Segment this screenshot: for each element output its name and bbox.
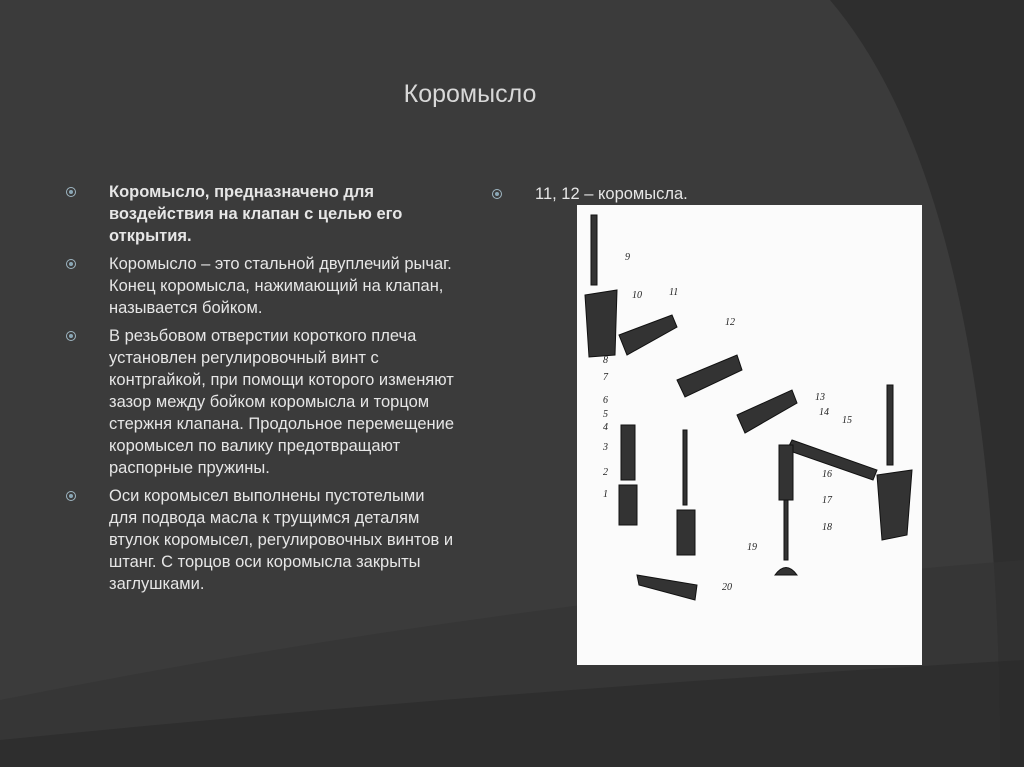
pushrod-shape: [591, 215, 597, 285]
part-label-8: 8: [603, 355, 608, 366]
bullet-item: [66, 253, 456, 319]
exploded-parts-drawing: [577, 205, 922, 665]
part-label-4: 4: [603, 422, 608, 433]
bullet-icon: [66, 187, 76, 197]
bullet-icon: [66, 491, 76, 501]
valve-head-shape: [775, 568, 797, 576]
left-bullet-list: [66, 181, 456, 601]
bullet-text: Коромысло, предназначено для воздействия на клапан с целью его открытия.: [109, 183, 403, 245]
part-label-20: 20: [722, 582, 732, 593]
part-label-17: 17: [822, 495, 832, 506]
part-label-10: 10: [632, 290, 642, 301]
part-label-7: 7: [603, 372, 608, 383]
pushrod-shape: [887, 385, 893, 465]
plate-shape: [637, 575, 697, 600]
part-label-14: 14: [819, 407, 829, 418]
spring-shape: [779, 445, 793, 500]
bullet-item: [66, 325, 456, 479]
rocker-arm-diagram: [577, 205, 922, 665]
bullet-text: 11, 12 – коромысла.: [535, 185, 688, 203]
guide-shape: [677, 510, 695, 555]
part-label-13: 13: [815, 392, 825, 403]
bullet-text: Коромысло – это стальной двуплечий рычаг. Конец коромысла, нажимающий на клапан, называется бойком.: [109, 255, 452, 317]
slide-title: Коромысло: [403, 80, 537, 108]
part-label-11: 11: [669, 287, 679, 298]
part-label-18: 18: [822, 522, 832, 533]
part-label-2: 2: [603, 467, 608, 478]
rocker-arm-shape: [737, 390, 797, 433]
rocker-arm-shape: [619, 315, 677, 355]
part-label-6: 6: [603, 395, 608, 406]
shaft-shape: [787, 440, 877, 480]
guide-shape: [619, 485, 637, 525]
spring-shape: [621, 425, 635, 480]
part-label-16: 16: [822, 469, 832, 480]
bullet-text: Оси коромысел выполнены пустотелыми для подвода масла к трущимся деталям втулок коромысел, регулировочных винтов и штанг. С торцов оси коромысла закрыты заглушками.: [109, 487, 454, 593]
bullet-item: [66, 181, 456, 247]
part-label-1: 1: [603, 489, 608, 500]
part-label-5: 5: [603, 409, 608, 420]
part-label-12: 12: [725, 317, 735, 328]
bullet-item: [492, 183, 792, 205]
bracket-shape: [585, 290, 617, 357]
bracket-shape: [877, 470, 912, 540]
part-label-15: 15: [842, 415, 852, 426]
valve-stem-shape: [683, 430, 687, 505]
part-label-19: 19: [747, 542, 757, 553]
bullet-icon: [492, 189, 502, 199]
rocker-arm-shape: [677, 355, 742, 397]
part-label-9: 9: [625, 252, 630, 263]
part-label-3: 3: [603, 442, 608, 453]
bullet-item: [66, 485, 456, 595]
bullet-icon: [66, 331, 76, 341]
bullet-text: В резьбовом отверстии короткого плеча установлен регулировочный винт с контргайкой, при помощи которого изменяют зазор между бойком коромысла и торцом стержня клапана. Продольное перемещение коромысел по валику предотвращают распорные пружины.: [109, 327, 455, 477]
bullet-icon: [66, 259, 76, 269]
valve-stem-shape: [784, 500, 788, 560]
